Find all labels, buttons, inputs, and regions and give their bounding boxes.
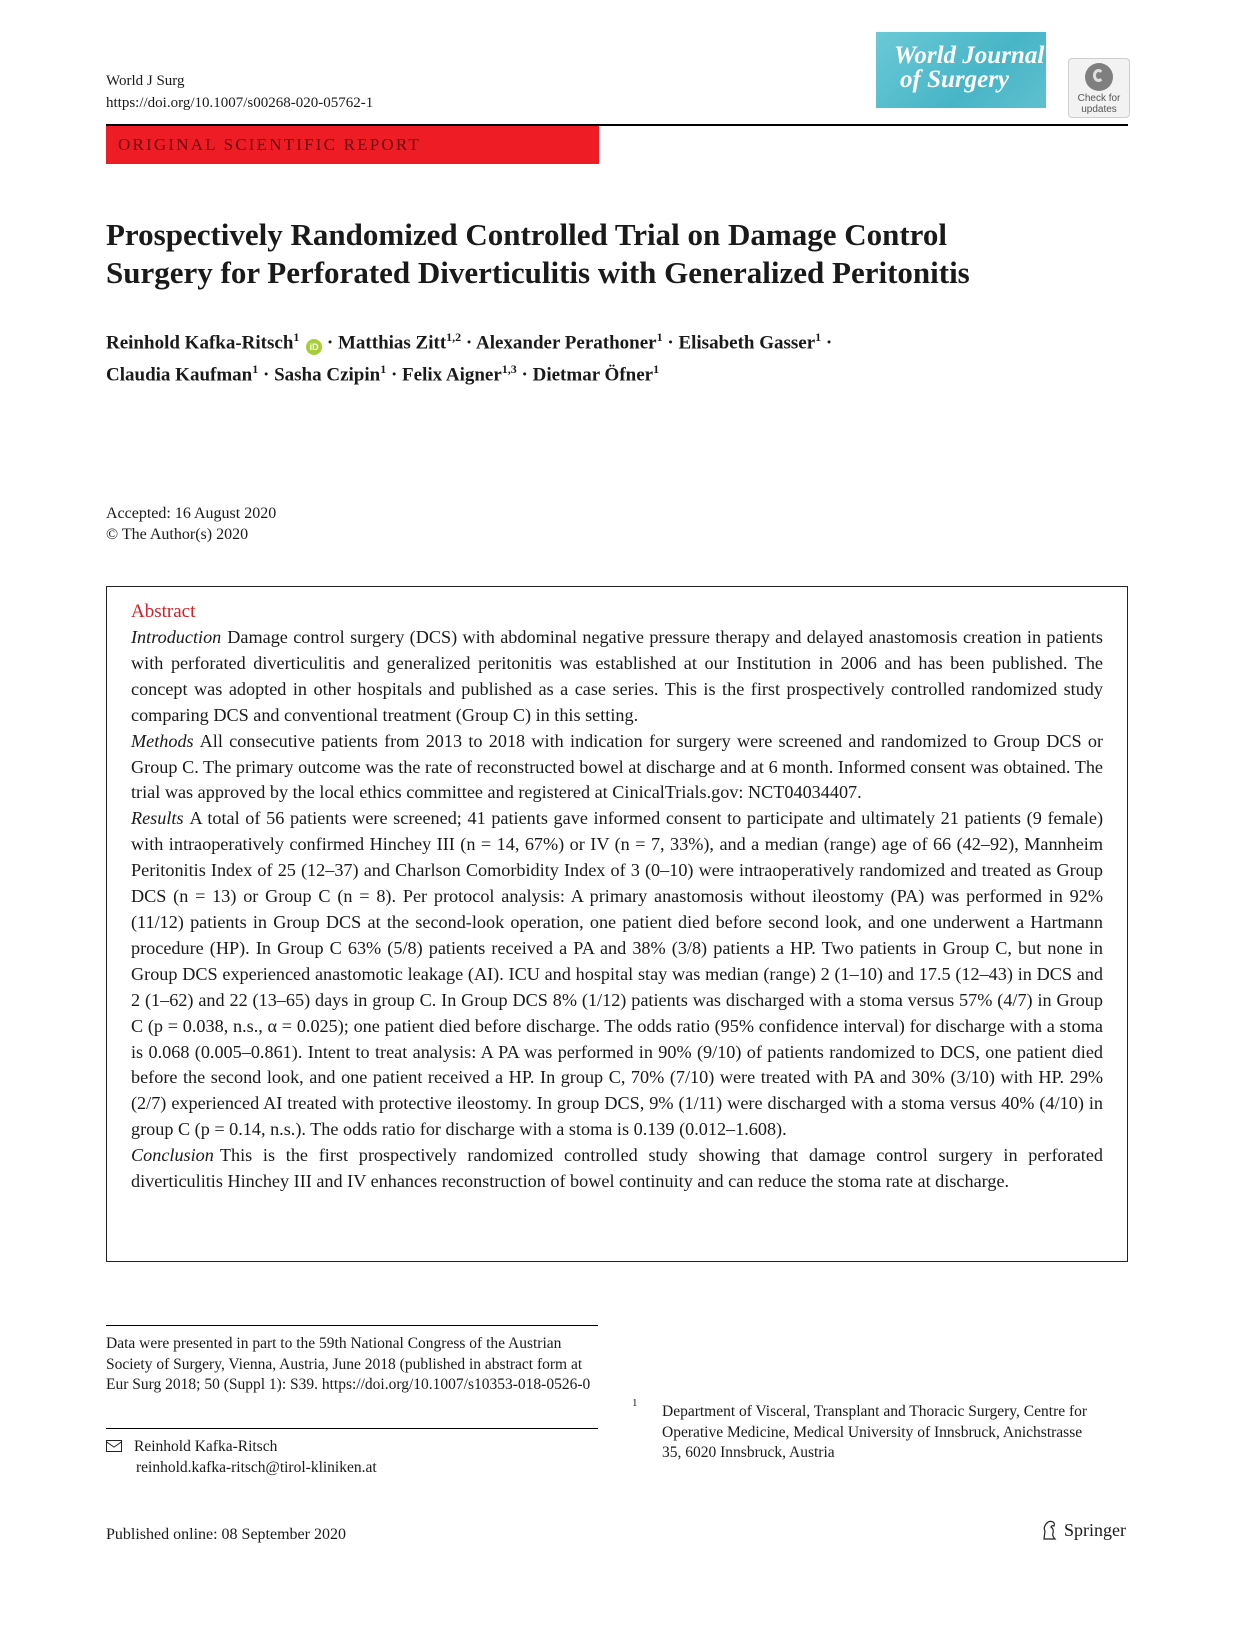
author-list <box>106 324 1106 389</box>
author-affiliation: 1 <box>293 330 300 344</box>
abstract-introduction <box>131 625 1103 729</box>
logo-line-1: World Journal <box>894 42 1045 69</box>
author-name[interactable]: Reinhold Kafka-Ritsch <box>106 332 294 354</box>
presentation-footnote: Data were presented in part to the 59th National Congress of the Austrian Society of Surgery, Vienna, Austria, June 2018 (published in abstract form at Eur Surg 2018; 50 (Suppl 1): S39. https://doi.org/10.1007/s10353-018-0526-0 <box>106 1335 591 1393</box>
author-affiliation: 1 <box>653 362 660 377</box>
springer-horse-icon <box>1040 1519 1060 1541</box>
abstract-box <box>106 586 1128 1262</box>
author-name[interactable]: Matthias Zitt <box>337 332 447 354</box>
conclusion-text: This is the first prospectively randomized controlled study showing that damage control surgery in perforated diverticulitis Hinchey III and IV enhances reconstruction of bowel continuity and can reduce the stoma rate at discharge. <box>131 1145 1103 1192</box>
author-separator: · <box>825 332 833 354</box>
published-online: Published online: 08 September 2020 <box>106 1526 346 1543</box>
footnote-rule <box>106 1428 598 1429</box>
author-separator: · <box>326 332 338 354</box>
author-separator: · <box>465 332 476 354</box>
doi-link[interactable]: https://doi.org/10.1007/s00268-020-05762-1 <box>106 95 374 111</box>
abstract-body <box>131 625 1103 1195</box>
journal-header <box>106 70 373 114</box>
affiliation-number: 1 <box>632 1397 638 1409</box>
author-name[interactable]: Dietmar Öfner <box>532 364 654 386</box>
accepted-date: Accepted: 16 August 2020 <box>106 505 277 522</box>
author-separator: · <box>521 364 533 386</box>
abstract-methods <box>131 729 1103 807</box>
conclusion-label: Conclusion <box>131 1145 214 1166</box>
check-updates-line-2: updates <box>1081 104 1117 115</box>
author-affiliation: 1,3 <box>501 362 517 377</box>
author-affiliation: 1 <box>656 330 663 344</box>
corresponding-author: Reinhold Kafka-Ritsch <box>134 1438 278 1455</box>
methods-text: All consecutive patients from 2013 to 2018 with indication for surgery were screened and randomized to Group DCS or Group C. The primary outcome was the rate of reconstructed bowel at discharge and at 6 month. Informed consent was obtained. The trial was approved by the local ethics committee and registered at CinicalTrials.gov: NCT04034407. <box>131 730 1103 803</box>
results-label: Results <box>131 808 184 829</box>
author-separator: · <box>262 364 275 386</box>
check-updates-line-1: Check for <box>1077 93 1121 104</box>
journal-abbrev: World J Surg <box>106 73 185 89</box>
author-affiliation: 1,2 <box>446 330 462 344</box>
author-separator: · <box>667 332 679 354</box>
check-for-updates-badge[interactable] <box>1068 58 1130 118</box>
author-name[interactable]: Felix Aigner <box>402 364 502 386</box>
copyright: © The Author(s) 2020 <box>106 526 249 543</box>
author-name[interactable]: Alexander Perathoner <box>475 332 657 354</box>
author-separator: · <box>390 364 403 386</box>
title-line-1: Prospectively Randomized Controlled Trial on Damage Control <box>106 217 947 252</box>
corresponding-email[interactable]: reinhold.kafka-ritsch@tirol-kliniken.at <box>136 1458 377 1476</box>
journal-logo <box>876 32 1046 108</box>
orcid-icon[interactable]: iD <box>306 339 322 355</box>
author-name[interactable]: Elisabeth Gasser <box>678 332 816 354</box>
article-type-banner: ORIGINAL SCIENTIFIC REPORT <box>106 126 599 164</box>
affiliation-text: Department of Visceral, Transplant and Thoracic Surgery, Centre for Operative Medicine, Medical University of Innsbruck, Anichstrasse 35, 6020 Innsbruck, Austria <box>662 1403 1088 1461</box>
results-text: A total of 56 patients were screened; 41 patients gave informed consent to participate and ultimately 21 patients (9 female) with intraoperatively confirmed Hinchey III (n = 14, 67%) or IV (n = 7, 33%), and a median (range) age of 66 (42–92), Mannheim Peritonitis Index of 25 (12–37) and Charlson Comorbidity Index of 3 (0–10) were intraoperatively randomized and treated as Group DCS (n = 13) or Group C (n = 8). Per protocol analysis: A primary anastomosis without ileostomy (PA) was performed in 92% (11/12) patients in Group DCS at the second-look operation, one patient died before second look, and one underwent a Hartmann procedure (HP). In Group C 63% (5/8) patients received a PA and 38% (3/8) patients a HP. Two patients in Group C, but none in Group DCS experienced anastomotic leakage (AI). ICU and hospital stay was median (range) 2 (1–10) and 17.5 (12–43) in DCS and 2 (1–62) and 22 (13–65) days in group C. In Group DCS 8% (1/12) patients was discharged with a stoma versus 57% (4/7) in Group C (p = 0.038, n.s., α = 0.025); one patient died before discharge. The odds ratio (95% confidence interval) for discharge with a stoma is 0.068 (0.005–0.861). Intent to treat analysis: A PA was performed in 90% (9/10) of patients randomized to DCS, one patient died before the second look, and one patient received a HP. In group C, 70% (7/10) were treated with PA and 30% (3/10) with HP. 29% (2/7) experienced AI treated with protective ileostomy. In group DCS, 9% (1/11) were discharged with a stoma versus 40% (4/10) in group C (p = 0.14, n.s.). The odds ratio for discharge with a stoma is 0.139 (0.012–1.608). <box>131 808 1103 1140</box>
introduction-label: Introduction <box>131 627 222 647</box>
methods-label: Methods <box>131 730 194 751</box>
author-name[interactable]: Sasha Czipin <box>274 364 381 386</box>
envelope-icon <box>106 1440 122 1452</box>
abstract-results <box>131 806 1103 1143</box>
title-line-2: Surgery for Perforated Diverticulitis with Generalized Peritonitis <box>106 255 970 290</box>
logo-line-2: of Surgery <box>900 66 1010 93</box>
author-affiliation: 1 <box>252 362 259 377</box>
abstract-heading: Abstract <box>131 601 196 622</box>
abstract-conclusion <box>131 1143 1103 1195</box>
introduction-text: Damage control surgery (DCS) with abdominal negative pressure therapy and delayed anastomosis creation in patients with perforated diverticulitis and generalized peritonitis was established at our Institution in 2006 and has been published. The concept was adopted in other hospitals and published as a case series. This is the first prospectively controlled randomized study comparing DCS and conventional treatment (Group C) in this setting. <box>131 627 1103 725</box>
publisher-name: Springer <box>1064 1519 1126 1540</box>
correspondence <box>106 1437 598 1478</box>
author-name[interactable]: Claudia Kaufman <box>106 364 253 386</box>
article-dates <box>106 503 276 545</box>
author-affiliation: 1 <box>815 330 822 344</box>
footnote-rule <box>106 1325 598 1326</box>
author-affiliation: 1 <box>380 362 387 377</box>
check-updates-icon <box>1085 63 1113 91</box>
publisher-logo <box>1040 1519 1126 1541</box>
article-title <box>106 216 1106 292</box>
